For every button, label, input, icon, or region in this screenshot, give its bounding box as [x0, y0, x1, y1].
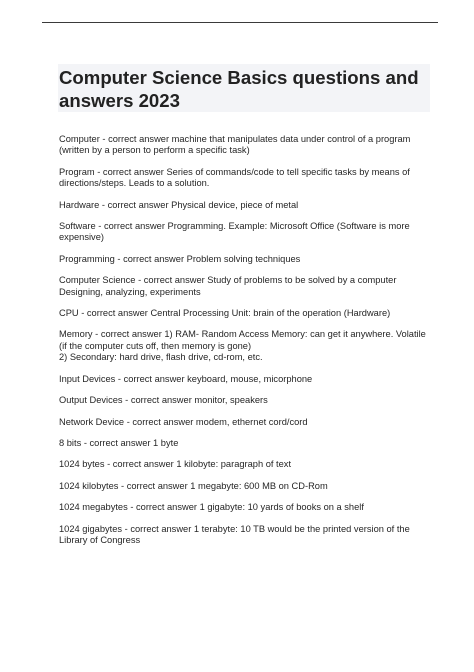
entry-answer-marker: - correct answer	[124, 416, 196, 427]
entry-definition: Programming. Example: Microsoft Office (Software is more expensive)	[59, 221, 410, 243]
qa-entry	[59, 417, 433, 428]
entry-answer-marker: - correct answer	[95, 221, 168, 232]
entry-definition: Study of problems to be solved by a computer Designing, analyzing, experiments	[59, 275, 397, 297]
entry-definition: 1 byte	[153, 437, 179, 448]
qa-entry	[59, 308, 433, 319]
qa-entry	[59, 134, 433, 157]
qa-entry	[59, 167, 433, 190]
entry-definition: Physical device, piece of metal	[171, 199, 299, 210]
entry-definition: machine that manipulates data under control of a program (written by a person to perform a specific task)	[59, 134, 411, 156]
entry-term: 1024 bytes	[59, 459, 105, 470]
qa-entry	[59, 502, 433, 513]
entry-answer-marker: - correct answer	[135, 275, 208, 286]
entry-definition: 1 megabyte: 600 MB on CD-Rom	[190, 480, 328, 491]
qa-entry	[59, 395, 433, 406]
entry-term: 8 bits	[59, 437, 82, 448]
entry-term: Software	[59, 221, 96, 232]
entry-term: Programming	[59, 253, 115, 264]
qa-list	[59, 134, 433, 556]
entry-answer-marker: - correct answer	[92, 329, 165, 340]
entry-term: Output Devices	[59, 395, 123, 406]
qa-entry	[59, 374, 433, 385]
entry-term: Input Devices	[59, 373, 116, 384]
entry-term: 1024 megabytes	[59, 502, 128, 513]
qa-entry	[59, 481, 433, 492]
document-title: Computer Science Basics questions and answers 2023	[59, 67, 419, 111]
entry-term: 1024 gigabytes	[59, 523, 123, 534]
qa-entry	[59, 524, 433, 547]
entry-answer-marker: - correct answer	[104, 459, 177, 470]
entry-answer-marker: - correct answer	[122, 395, 195, 406]
qa-entry	[59, 329, 433, 363]
qa-entry	[59, 200, 433, 211]
qa-entry	[59, 221, 433, 244]
qa-entry	[59, 438, 433, 449]
entry-term: Memory	[59, 329, 93, 340]
entry-definition: 1) RAM- Random Access Memory: can get it anywhere. Volatile (if the computer cuts off, then memory is gone) 2) Secondary: hard drive, flash drive, cd-rom, etc.	[59, 329, 426, 363]
entry-definition: 1 gigabyte: 10 yards of books on a shelf	[199, 502, 364, 513]
qa-entry	[59, 275, 433, 298]
entry-answer-marker: - correct answer	[99, 199, 172, 210]
entry-answer-marker: - correct answer	[81, 437, 154, 448]
entry-answer-marker: - correct answer	[114, 253, 187, 264]
entry-answer-marker: - correct answer	[127, 502, 200, 513]
header-rule	[42, 22, 438, 23]
entry-answer-marker: - correct answer	[78, 308, 151, 319]
entry-term: Program	[59, 166, 95, 177]
entry-answer-marker: - correct answer	[115, 373, 188, 384]
entry-term: CPU	[59, 308, 79, 319]
entry-answer-marker: - correct answer	[122, 523, 194, 534]
entry-term: Network Device	[59, 416, 125, 427]
entry-definition: monitor, speakers	[194, 395, 268, 406]
qa-entry	[59, 254, 433, 265]
entry-term: 1024 kilobytes	[59, 480, 119, 491]
entry-definition: modem, ethernet cord/cord	[195, 416, 308, 427]
entry-definition: keyboard, mouse, micorphone	[187, 373, 313, 384]
entry-definition: 1 terabyte: 10 TB would be the printed version of the Library of Congress	[59, 523, 410, 545]
entry-definition: Problem solving techniques	[186, 253, 301, 264]
entry-answer-marker: - correct answer	[99, 134, 172, 144]
entry-definition: Central Processing Unit: brain of the operation (Hardware)	[150, 308, 391, 319]
entry-term: Computer	[59, 134, 100, 144]
entry-answer-marker: - correct answer	[118, 480, 191, 491]
entry-answer-marker: - correct answer	[94, 166, 167, 177]
entry-definition: Series of commands/code to tell specific tasks by means of directions/steps. Leads to a solution.	[59, 166, 410, 189]
qa-entry	[59, 459, 433, 470]
entry-term: Hardware	[59, 199, 100, 210]
entry-term: Computer Science	[59, 275, 136, 286]
entry-definition: 1 kilobyte: paragraph of text	[176, 459, 292, 470]
